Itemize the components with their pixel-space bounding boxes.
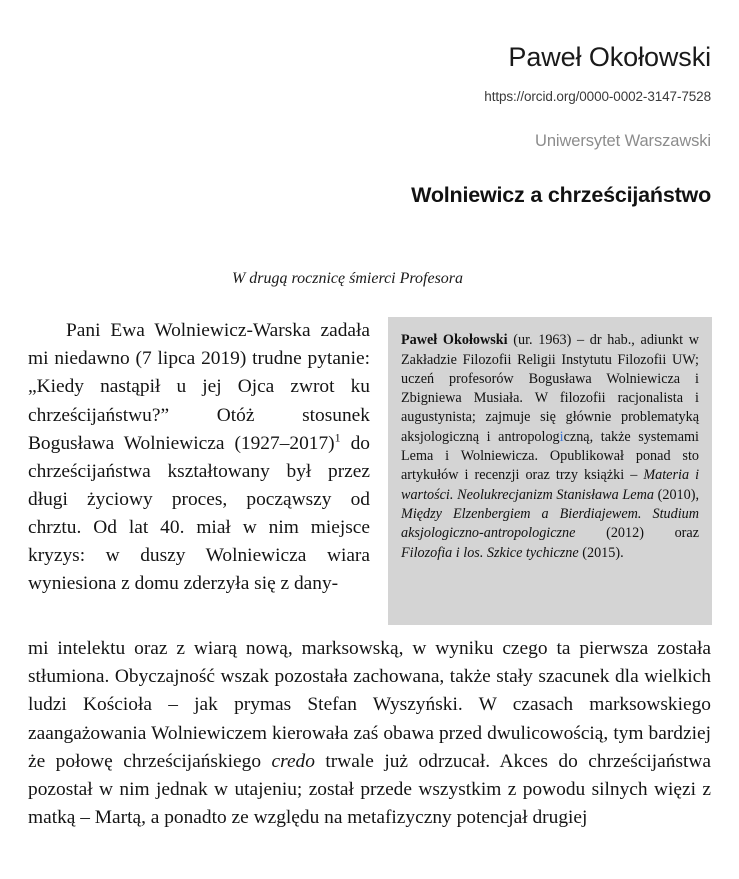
opening-paragraph [28,317,370,598]
bio-book-title-1: Materia i wartości. Neolukrecjanizm Stanisława Lema [401,467,700,503]
author-affiliation: Uniwersytet Warszawski [535,132,711,151]
bio-book-title-3: Filozofia i los. Szkice tychiczne [401,544,579,561]
author-name: Paweł Okołowski [508,42,711,72]
bio-text-part1: (ur. 1963) – dr hab., adiunkt w Zakładzie Filozofii Religii Instytutu Filozofii UW; uczeń profesorów Bogusława Wolniewicza i Zbigniewa Musiała. W filozofii racjonalista i augustynista; zajmuje się głównie problematyką aksjologiczną i antropolog [401,332,699,445]
author-bio-box [388,317,712,625]
credo-italic-term: credo [271,750,315,772]
text-caret-highlight: i [559,428,564,445]
paragraph-text-part1: Pani Ewa Wolniewicz-Warska zadała mi niedawno (7 lipca 2019) trudne pytanie: „Kiedy nastąpił u jej Ojca zwrot ku chrześcijaństwu?” Otóż stosunek Bogusława Wolniewicza (1927–2017) [28,320,370,454]
bio-author-name: Paweł Okołowski [401,332,508,349]
body-full-width [28,629,711,832]
bio-book-year-1: (2010), [653,486,700,503]
bio-book-year-3: (2015). [578,544,624,561]
paragraph-text-part2: do chrześcijaństwa kształtowany był przez długi życiowy proces, począwszy od chrztu. Od lat 40. miał w nim miejsce kryzys: w duszy Wolniewicza wiara wyniesiona z domu zderzyła się z dany- [28,432,370,595]
bio-book-title-2: Między Elzenbergiem a Bierdiajewem. Studium aksjologiczno-antropologiczne [401,505,699,542]
orcid-link[interactable]: https://orcid.org/0000-0002-3147-7528 [484,89,711,105]
full-width-text-part1: mi intelektu oraz z wiarą nową, marksowską, w wyniku czego ta pierwsza została stłumiona. Obyczajność wszak pozostała zachowana, także stały szacunek dla wielkich ludzi Kościoła – jak prymas Stefan Wyszyński. W czasach marksowskiego zaangażowania Wolniewiczem kierowała zaś obawa przed dwulicowością, tym bardziej że połowę chrześcijańskiego [28,638,711,772]
footnote-marker[interactable]: 1 [334,430,341,445]
page-title: Wolniewicz a chrześcijaństwo [411,183,711,208]
author-bio-text [401,331,699,563]
bio-text-part2: czną, także systemami Lema i Wolniewicza. Opublikował ponad sto artykułów i recenzji oraz trzy książki – [401,428,699,484]
body-column-left [28,317,370,598]
article-header [28,0,711,208]
bio-book-year-2: (2012) oraz [575,525,699,542]
full-width-text-part2: trwale już odrzucał. Akces do chrześcijaństwa pozostał w nim jednak w utajeniu; został przede wszystkim z powodu silnych więzi z matką – Martą, a ponadto ze względu na metafizyczny potencjał drugiej [28,750,711,828]
two-column-region [28,317,711,629]
dedication-line: W drugą rocznicę śmierci Profesora [231,270,464,288]
continuation-paragraph [28,635,711,832]
